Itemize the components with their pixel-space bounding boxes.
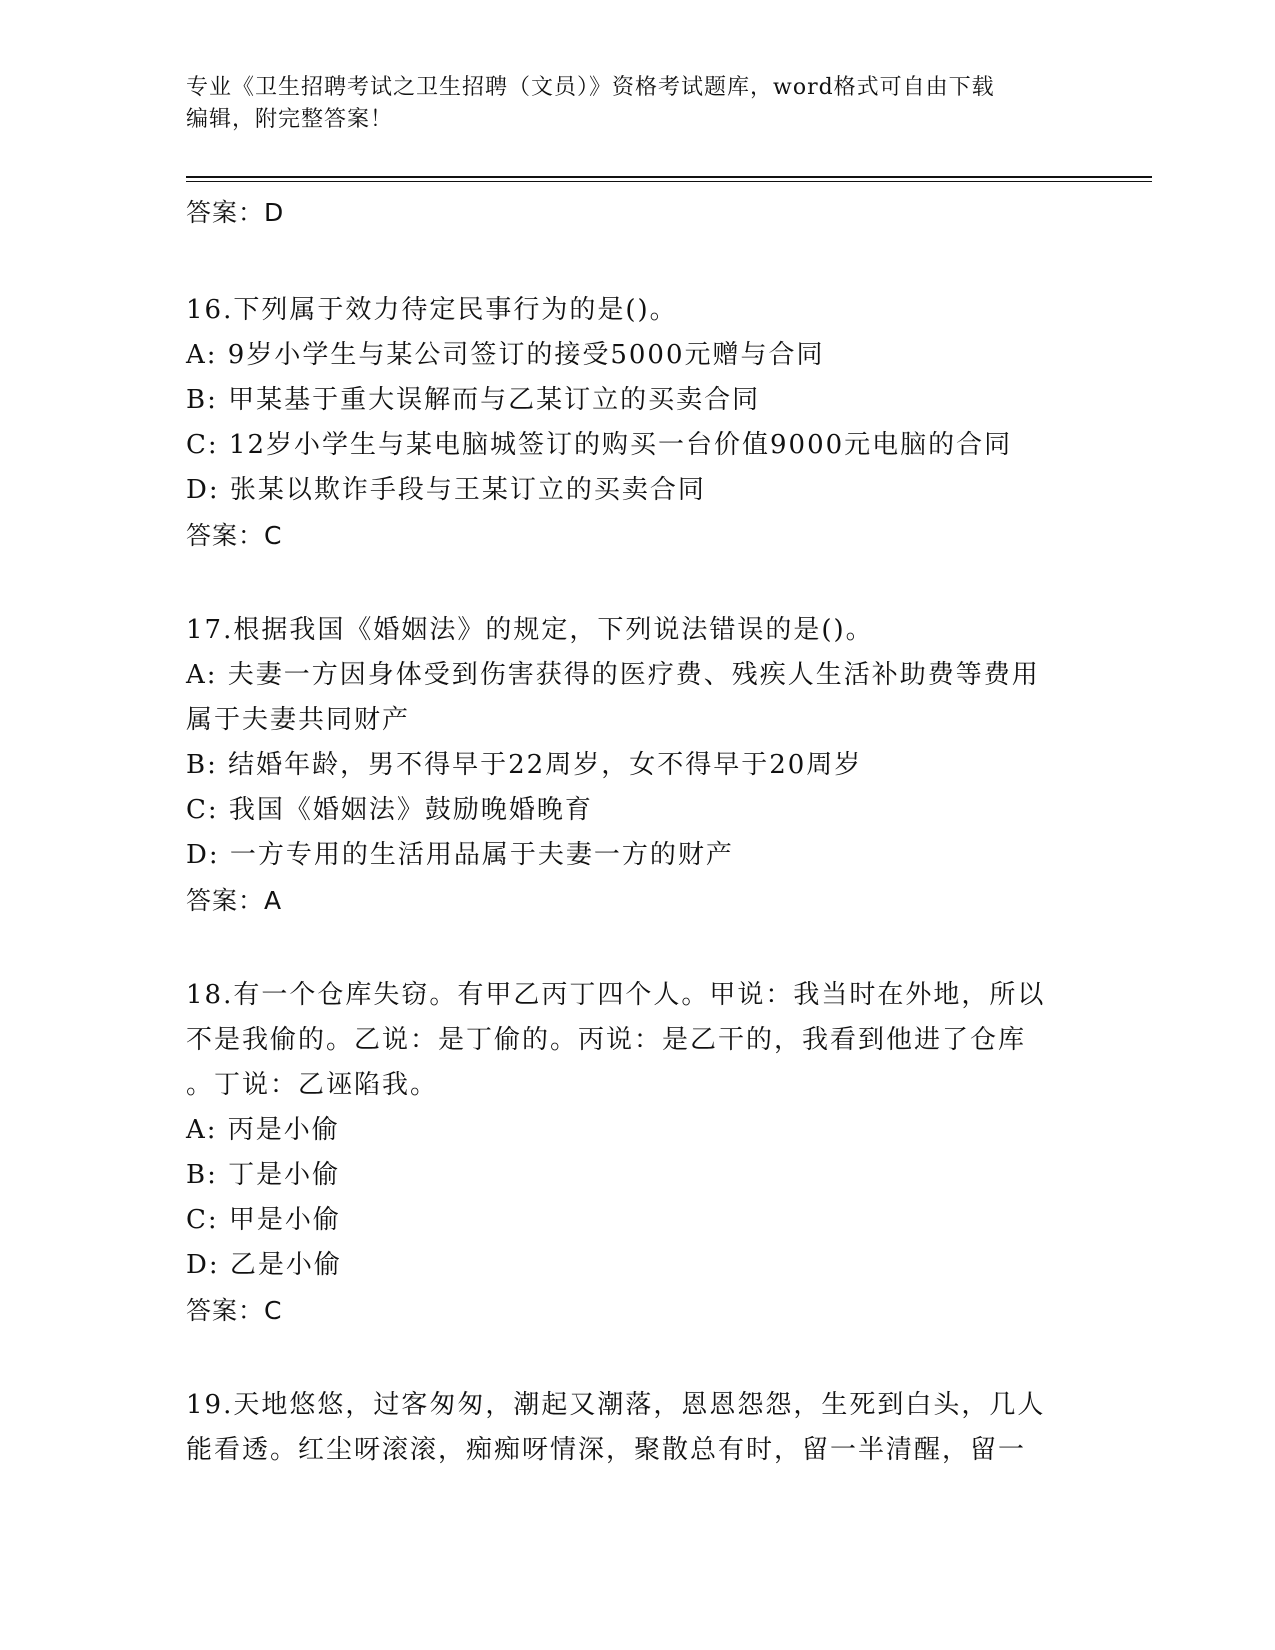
option-a: A: 9岁小学生与某公司签订的接受5000元赠与合同: [186, 340, 825, 370]
question-stem-continued: 。丁说：乙诬陷我。: [186, 1070, 439, 1100]
header-line-1: 专业《卫生招聘考试之卫生招聘（文员）》资格考试题库，word格式可自由下载: [186, 75, 995, 100]
option-d: D: 张某以欺诈手段与王某订立的买卖合同: [186, 475, 706, 505]
question-stem-continued: 不是我偷的。乙说：是丁偷的。丙说：是乙干的，我看到他进了仓库: [186, 1025, 1027, 1055]
answer-line: 答案：C: [186, 1296, 283, 1325]
option-c: C: 12岁小学生与某电脑城签订的购买一台价值9000元电脑的合同: [186, 430, 1013, 460]
question-stem: 16.下列属于效力待定民事行为的是()。: [186, 295, 678, 325]
option-d: D: 一方专用的生活用品属于夫妻一方的财产: [186, 840, 734, 870]
document-content: [186, 190, 1086, 1473]
question-stem-continued: 能看透。红尘呀滚滚，痴痴呀情深，聚散总有时，留一半清醒，留一: [186, 1435, 1027, 1465]
answer-line: 答案：A: [186, 886, 283, 915]
header-line-2: 编辑，附完整答案！: [186, 107, 394, 132]
header-rule-thin: [186, 181, 1152, 182]
question-17: [186, 608, 1086, 923]
question-stem: 18.有一个仓库失窃。有甲乙丙丁四个人。甲说：我当时在外地，所以: [186, 980, 1046, 1010]
question-stem: 17.根据我国《婚姻法》的规定，下列说法错误的是()。: [186, 615, 874, 645]
option-c: C: 甲是小偷: [186, 1205, 341, 1235]
option-d: D: 乙是小偷: [186, 1250, 342, 1280]
option-c: C: 我国《婚姻法》鼓励晚婚晚育: [186, 795, 593, 825]
option-a: A: 丙是小偷: [186, 1115, 340, 1145]
spacer: [186, 558, 1086, 608]
option-b: B: 结婚年龄，男不得早于22周岁，女不得早于20周岁: [186, 750, 863, 780]
option-a-continued: 属于夫妻共同财产: [186, 705, 411, 735]
answer-line: 答案：C: [186, 521, 283, 550]
document-header: [186, 72, 1086, 136]
question-18: [186, 973, 1086, 1333]
spacer: [186, 923, 1086, 973]
option-b: B: 丁是小偷: [186, 1160, 341, 1190]
answer-line: 答案：D: [186, 198, 285, 227]
spacer: [186, 1333, 1086, 1383]
question-stem: 19.天地悠悠，过客匆匆，潮起又潮落，恩恩怨怨，生死到白头，几人: [186, 1390, 1046, 1420]
question-16: [186, 288, 1086, 558]
spacer: [186, 235, 1086, 288]
header-rule-thick: [186, 176, 1152, 178]
option-a: A: 夫妻一方因身体受到伤害获得的医疗费、残疾人生活补助费等费用: [186, 660, 1040, 690]
question-19: [186, 1383, 1086, 1473]
option-b: B: 甲某基于重大误解而与乙某订立的买卖合同: [186, 385, 761, 415]
